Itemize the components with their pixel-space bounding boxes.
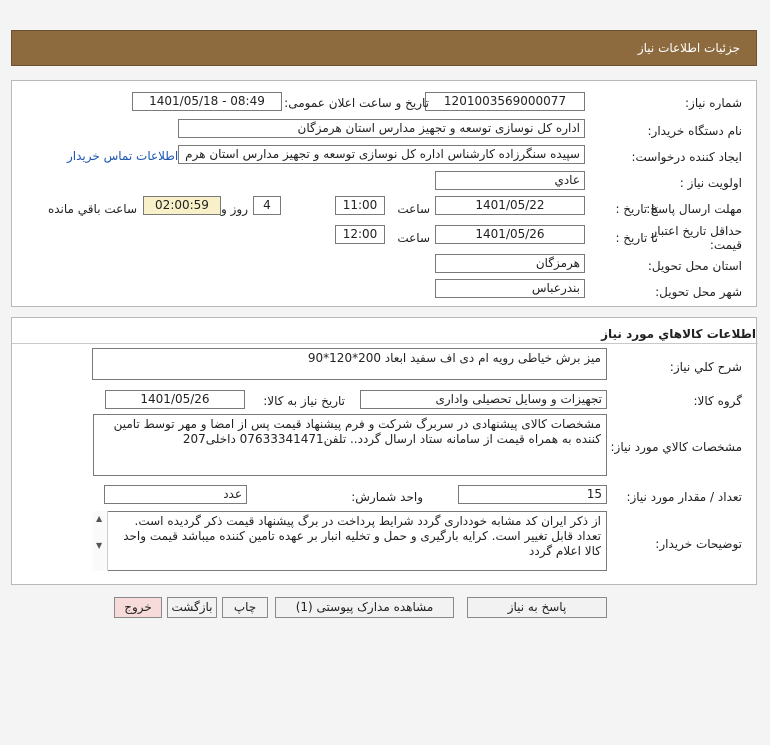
deadline-to-date-label: تا تاریخ : — [615, 202, 658, 216]
need-date-label: تاریخ نیاز به کالا: — [263, 394, 345, 408]
unit-field: عدد — [104, 485, 247, 504]
scroll-down-icon[interactable]: ▼ — [96, 541, 103, 550]
priority-field: عادي — [435, 171, 585, 190]
back-button[interactable]: بازگشت — [167, 597, 217, 618]
scroll-up-icon[interactable]: ▲ — [96, 514, 103, 523]
need-info-panel — [11, 80, 757, 307]
page-header — [11, 30, 757, 66]
summary-label: شرح کلي نياز: — [669, 360, 742, 374]
reply-button[interactable]: پاسخ به نیاز — [467, 597, 607, 618]
validity-to-date-label: تا تاریخ : — [615, 231, 658, 245]
goods-divider — [12, 343, 758, 344]
buyer-label: نام دستگاه خریدار: — [647, 124, 742, 138]
group-label: گروه کالا: — [693, 394, 742, 408]
attachments-button[interactable]: مشاهده مدارک پیوستی (1) — [275, 597, 454, 618]
buyer-contact-link[interactable]: اطلاعات تماس خریدار — [67, 149, 179, 163]
days-label: روز و — [221, 202, 248, 216]
summary-field: میز برش خیاطی رویه ام دی اف سفید ابعاد 200*120*90 — [92, 348, 607, 380]
province-field: هرمزگان — [435, 254, 585, 273]
need-number-field: 1201003569000077 — [425, 92, 585, 111]
qty-field: 15 — [458, 485, 607, 504]
group-field: تجهیزات و وسایل تحصیلی واداری — [360, 390, 607, 409]
announce-label: تاریخ و ساعت اعلان عمومی: — [284, 96, 429, 110]
validity-label-1: حداقل تاریخ اعتبار — [651, 224, 742, 238]
deadline-date-field: 1401/05/22 — [435, 196, 585, 215]
unit-label: واحد شمارش: — [351, 490, 423, 504]
creator-label: ایجاد کننده درخواست: — [631, 150, 742, 164]
city-label: شهر محل تحویل: — [655, 285, 742, 299]
validity-time-field: 12:00 — [335, 225, 385, 244]
buyer-field: اداره کل نوسازی توسعه و تجهیز مدارس استان هرمزگان — [178, 119, 585, 138]
spec-label: مشخصات کالاي مورد نياز: — [610, 440, 742, 454]
page-title: جزئیات اطلاعات نیاز — [637, 41, 740, 55]
qty-label: تعداد / مقدار مورد نیاز: — [626, 490, 742, 504]
creator-field: سپیده سنگرزاده کارشناس اداره کل نوسازی توسعه و تجهیز مدارس استان هرم — [178, 145, 585, 164]
deadline-label: مهلت ارسال پاسخ: — [646, 202, 742, 216]
announce-field: 1401/05/18 - 08:49 — [132, 92, 282, 111]
validity-time-label: ساعت — [397, 231, 430, 245]
days-field: 4 — [253, 196, 281, 215]
buyer-notes-label: توضیحات خریدار: — [655, 537, 742, 551]
priority-label: اولویت نیاز : — [679, 176, 742, 190]
need-number-label: شماره نیاز: — [685, 96, 742, 110]
city-field: بندرعباس — [435, 279, 585, 298]
goods-section-title: اطلاعات کالاهاي مورد نياز — [601, 327, 756, 341]
exit-button[interactable]: خروج — [114, 597, 162, 618]
buyer-notes-scrollbar[interactable] — [93, 511, 108, 571]
need-date-field: 1401/05/26 — [105, 390, 245, 409]
spec-field: مشخصات کالای پیشنهادی در سربرگ شرکت و فرم پیشنهاد قیمت پس از امضا و مهر توسط تامین کننده به همراه قیمت از سامانه ستاد ارسال گردد.. تلفن07633341471 داخلی207 — [93, 414, 607, 476]
buyer-notes-field[interactable]: از ذکر ایران کد مشابه خودداری گردد شرایط پرداخت در برگ پیشنهاد قیمت ذکر گردیده است. تعداد قابل تغییر است. کرایه بارگیری و حمل و تخلیه انبار بر عهده تامین کننده میباشد قیمت واحد کالا اعلام گردد — [93, 511, 607, 571]
deadline-time-label: ساعت — [397, 202, 430, 216]
validity-date-field: 1401/05/26 — [435, 225, 585, 244]
province-label: استان محل تحویل: — [647, 259, 742, 273]
remaining-time-field: 02:00:59 — [143, 196, 221, 215]
remaining-label: ساعت باقي مانده — [47, 202, 137, 216]
deadline-time-field: 11:00 — [335, 196, 385, 215]
validity-label-2: قیمت: — [709, 238, 742, 252]
print-button[interactable]: چاپ — [222, 597, 268, 618]
